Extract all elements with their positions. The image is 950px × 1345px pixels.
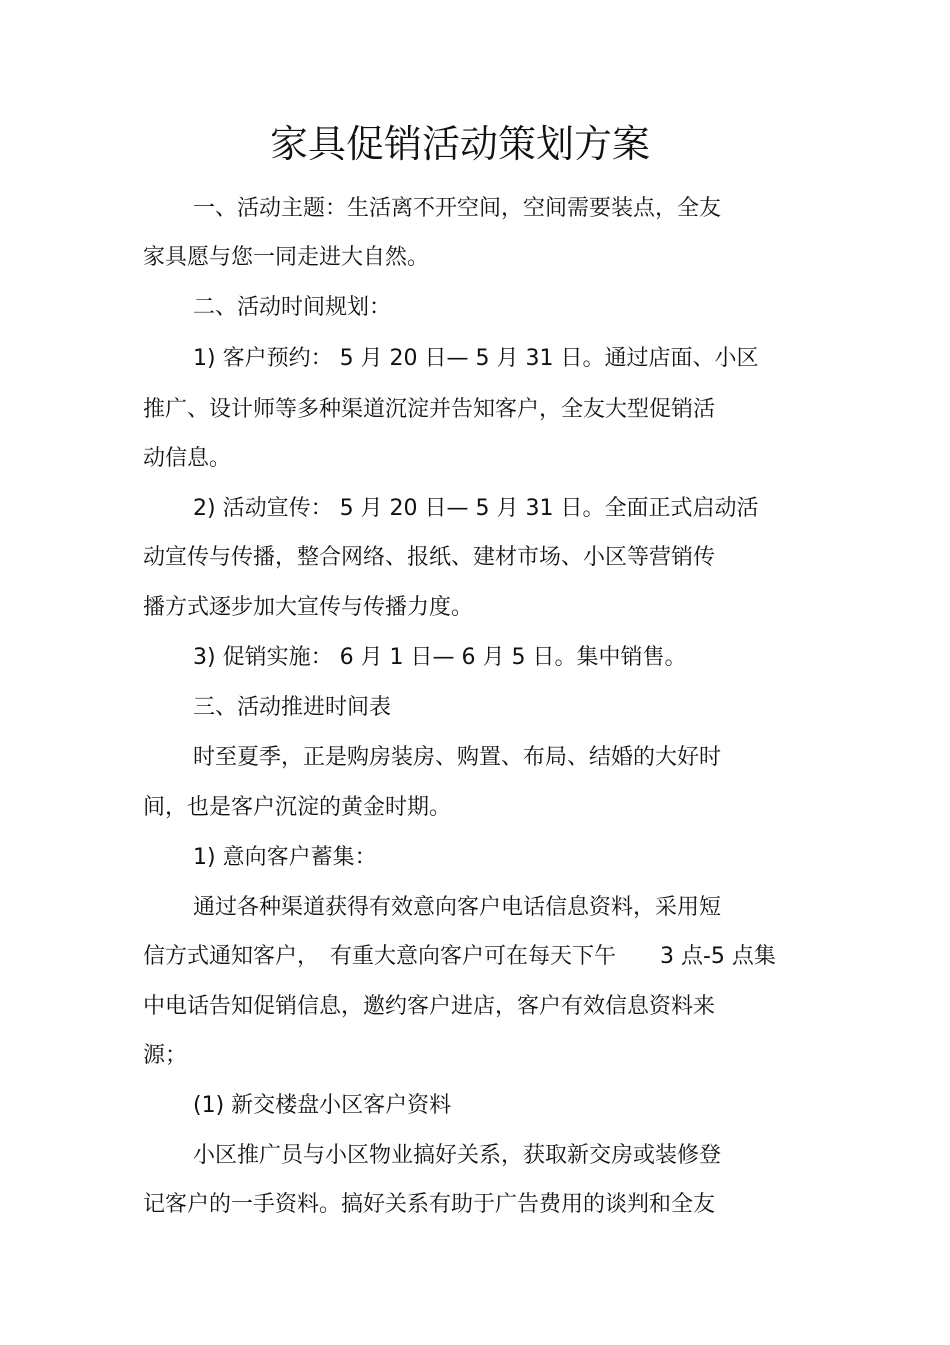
paragraph-line: 小区推广员与小区物业搞好关系，获取新交房或装修登 xyxy=(193,1143,722,1168)
subsection-heading: (1) 新交楼盘小区客户资料 xyxy=(193,1093,452,1118)
section-heading: 二、活动时间规划： xyxy=(193,295,392,320)
section-heading: 三、活动推进时间表 xyxy=(193,695,392,720)
paragraph-line: 1) 客户预约： 5 月 20 日— 5 月 31 日。通过店面、小区 xyxy=(193,346,759,371)
paragraph-line: 记客户的一手资料。搞好关系有助于广告费用的谈判和全友 xyxy=(143,1192,716,1217)
paragraph-line: 间，也是客户沉淀的黄金时期。 xyxy=(143,795,452,820)
document-title: 家具促销活动策划方案 xyxy=(269,122,650,166)
paragraph-line: 中电话告知促销信息，邀约客户进店，客户有效信息资料来 xyxy=(143,994,716,1019)
paragraph-line: 动信息。 xyxy=(143,446,232,471)
paragraph-line: 2) 活动宣传： 5 月 20 日— 5 月 31 日。全面正式启动活 xyxy=(193,496,759,521)
paragraph-line: 时至夏季，正是购房装房、购置、布局、结婚的大好时 xyxy=(193,745,722,770)
paragraph-line: 动宣传与传播，整合网络、报纸、建材市场、小区等营销传 xyxy=(143,545,716,570)
subsection-heading: 1) 意向客户蓄集： xyxy=(193,845,377,870)
paragraph-line: 一、活动主题：生活离不开空间，空间需要装点，全友 xyxy=(193,196,722,221)
paragraph-line: 通过各种渠道获得有效意向客户电话信息资料，采用短 xyxy=(193,895,722,920)
paragraph-line: 信方式通知客户， 有重大意向客户可在每天下午 3 点-5 点集 xyxy=(143,944,776,969)
paragraph-line: 播方式逐步加大宣传与传播力度。 xyxy=(143,595,474,620)
paragraph-line: 3) 促销实施： 6 月 1 日— 6 月 5 日。集中销售。 xyxy=(193,645,687,670)
paragraph-line: 源； xyxy=(143,1043,188,1068)
paragraph-line: 家具愿与您一同走进大自然。 xyxy=(143,245,430,270)
paragraph-line: 推广、设计师等多种渠道沉淀并告知客户，全友大型促销活 xyxy=(143,397,716,422)
